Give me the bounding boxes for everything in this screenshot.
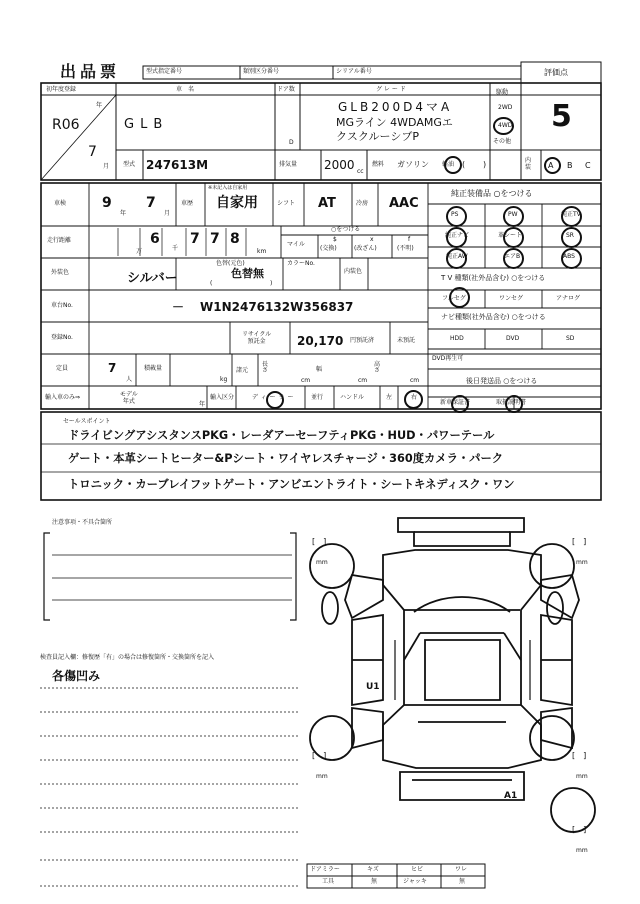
- model-label: 型式: [123, 161, 136, 168]
- teiin-value: 7: [108, 361, 117, 375]
- shareki-label: 車歴: [181, 200, 194, 207]
- mm-bracket-fr: [ ]: [572, 537, 587, 546]
- dims-length-unit: cm: [301, 377, 311, 384]
- equipment-header: 純正装備品 ○をつける: [451, 189, 533, 198]
- inspector-text: 各傷凹み: [52, 669, 101, 683]
- mileage-opt1-sym: $: [333, 236, 337, 243]
- sales-point-label: セールスポイント: [63, 418, 111, 425]
- tools-header-mirror: ドアミラー: [310, 866, 340, 873]
- aircon-label: 冷房: [356, 200, 369, 207]
- doors-value: D: [289, 139, 294, 146]
- shaken-year: 9: [102, 195, 112, 211]
- serial-label: シリアル番号: [336, 68, 372, 75]
- mm-bracket-rr: [ ]: [572, 751, 587, 760]
- interior-color-label: 内装色: [344, 268, 363, 275]
- equip-aw-circle: [446, 248, 467, 269]
- sekisai-unit: kg: [220, 376, 228, 383]
- gojitsu-hosho: 新車保証書: [440, 399, 471, 406]
- tv-analog: アナログ: [556, 295, 581, 302]
- recycle-paid: 円預託済: [350, 337, 375, 344]
- fuel-paren-close: ): [483, 160, 487, 169]
- shareki-value: 自家用: [216, 195, 258, 211]
- import-right: 右: [411, 394, 418, 401]
- notes-label: 注意事項・不具合箇所: [52, 519, 113, 526]
- import-handle-label: ハンドル: [340, 394, 365, 401]
- dims-height: 高さ: [374, 361, 381, 374]
- recycle-label: リサイクル 預託金: [242, 331, 272, 345]
- navi-header: ナビ種類(社外品含む) ○をつける: [441, 313, 546, 321]
- color-label: 外装色: [51, 269, 70, 276]
- displacement-unit: cc: [357, 168, 364, 175]
- tools-header-kizu: キズ: [367, 866, 379, 873]
- dims-length: 長さ: [262, 361, 269, 374]
- tools-header-hibi: ヒビ: [411, 866, 424, 873]
- equip-pw: PW: [508, 211, 518, 218]
- fuel-paren-open: (: [462, 160, 466, 169]
- gojitsu-manual: 取扱説明書: [496, 399, 527, 406]
- displacement-value: 2000: [324, 158, 355, 172]
- interior-a-circle: [544, 157, 561, 174]
- equip-ps-circle: [446, 206, 467, 227]
- equip-abs: ABS: [563, 253, 575, 260]
- navi-hdd: HDD: [450, 335, 464, 342]
- mileage-unit: km: [257, 248, 267, 255]
- inspector-label: 検査員記入欄：修復歴「有」の場合は修復箇所・交換箇所を記入: [40, 654, 215, 661]
- import-left: 左: [386, 394, 393, 401]
- equip-pw-circle: [503, 206, 524, 227]
- shodo-label: 初年度登録: [46, 86, 77, 93]
- import-year-unit: 年: [199, 401, 206, 408]
- shamei-label: 車 名: [176, 86, 195, 93]
- interior-a: A: [548, 161, 554, 170]
- equip-aw: 純正AW: [446, 253, 468, 260]
- drive-4wd-circle: [493, 117, 514, 135]
- evaluation-score: 5: [551, 99, 572, 134]
- mm-bracket-spare: [ ]: [572, 825, 587, 834]
- mileage-opt3: (不明): [397, 245, 414, 252]
- import-heiko: 並行: [311, 394, 324, 401]
- color-paren-close: ): [270, 280, 273, 287]
- dims-width: 幅: [316, 366, 323, 373]
- gojitsu-hosho-circle: [451, 395, 469, 413]
- sales-point-line3: トロニック・カーブレイフットゲート・アンビエントライト・シートキネディスク・ワン: [68, 478, 515, 491]
- navi-dvd-play: DVD再生可: [432, 355, 464, 362]
- import-dealer: ディーラー: [252, 394, 297, 401]
- gojitsu-header: 後日発送品 ○をつける: [466, 377, 538, 385]
- shaken-label: 車検: [54, 200, 67, 207]
- fuel-label: 燃料: [372, 161, 385, 168]
- import-label: 輸入車のみ⇒: [45, 394, 81, 401]
- chassis-number: W1N2476132W356837: [200, 300, 354, 314]
- equip-navi: 純正ナビ: [445, 232, 470, 239]
- drive-4wd: 4WD: [498, 122, 513, 129]
- teiin-unit: 人: [126, 376, 133, 383]
- ruibetsu-label: 類別区分番号: [243, 68, 280, 75]
- tools-kogu-label: 工具: [322, 878, 335, 885]
- mileage-sen: 千: [172, 245, 179, 252]
- mm-unit-rr: mm: [576, 773, 588, 780]
- shaken-month: 7: [146, 195, 156, 211]
- mileage-man: 万: [136, 248, 143, 255]
- grade-line2: MGライン 4WDAMGエ: [336, 116, 453, 129]
- tools-jack-label: ジャッキ: [403, 878, 427, 885]
- tv-oneseg: ワンセグ: [499, 295, 524, 302]
- equip-airbag-circle: [503, 248, 524, 269]
- dims-height-unit: cm: [410, 377, 420, 384]
- sekisai-label: 積載量: [144, 365, 163, 372]
- tools-jack-value: 無: [459, 878, 466, 885]
- color-change-value: 色替無: [231, 267, 264, 280]
- damage-mark-a1: A1: [504, 791, 518, 801]
- shift-label: シフト: [277, 200, 296, 207]
- mileage-opt1: (交換): [320, 245, 337, 252]
- shareki-note: ※未記入は自家用: [208, 185, 248, 191]
- import-right-circle: [404, 390, 423, 409]
- fuel-circle: [444, 156, 462, 174]
- interior-b: B: [567, 161, 573, 170]
- model-value: 247613M: [146, 158, 209, 172]
- equip-leather: 革シート: [498, 232, 523, 239]
- equip-airbag: エアB: [504, 253, 521, 260]
- equip-sr-circle: [561, 227, 582, 248]
- kudo-label: 駆動: [496, 89, 509, 96]
- interior-c: C: [585, 161, 591, 170]
- equip-tv: 純正TV: [561, 211, 581, 218]
- equip-abs-circle: [561, 248, 582, 269]
- aircon-value: AAC: [389, 196, 419, 211]
- sheet-title: 出品票: [60, 62, 121, 81]
- navi-sd: SD: [566, 335, 575, 342]
- color-no-label: カラーNo.: [287, 260, 315, 267]
- teiin-label: 定員: [56, 365, 69, 372]
- sales-point-line1: ドライビングアシスタンスPKG・レーダアーセーフティPKG・HUD・パワーテール: [68, 429, 495, 442]
- registration-month-unit: 月: [103, 163, 110, 170]
- equip-ps: PS: [451, 211, 459, 218]
- sales-point-line2: ゲート・本革シートヒーター&Pシート・ワイヤレスチャージ・360度カメラ・パーク: [68, 452, 504, 465]
- registration-era: R06: [52, 117, 80, 133]
- chassis-label: 車台No.: [51, 302, 73, 309]
- mileage-mile: マイル: [287, 241, 305, 248]
- equip-tv-circle: [561, 206, 582, 227]
- displacement-label: 排気量: [279, 161, 298, 168]
- registration-month: 7: [88, 144, 97, 160]
- tools-kogu-value: 無: [371, 878, 378, 885]
- damage-mark-u1: U1: [366, 682, 380, 692]
- fuel-diesel: 軽油: [442, 161, 455, 168]
- tools-header-ware: ワレ: [455, 866, 468, 873]
- drive-2wd: 2WD: [498, 104, 513, 111]
- mm-unit-rl: mm: [316, 773, 328, 780]
- door-label: ドア数: [277, 86, 295, 93]
- registration-year-unit: 年: [96, 102, 103, 109]
- mileage-digit-1: 6: [150, 231, 160, 247]
- mileage-opt2-sym: x: [370, 236, 374, 243]
- shaken-month-unit: 月: [164, 210, 171, 217]
- mileage-label: 走行距離: [47, 237, 72, 244]
- gojitsu-manual-circle: [505, 395, 523, 413]
- toroku-label: 登録No.: [51, 334, 73, 341]
- mm-unit-fr: mm: [576, 559, 588, 566]
- katashiki-shitei-label: 型式指定番号: [146, 68, 183, 75]
- car-name: GLB: [124, 117, 169, 132]
- mileage-digit-3: 7: [210, 231, 220, 247]
- mm-unit-fl: mm: [316, 559, 328, 566]
- equip-navi-circle: [445, 227, 470, 248]
- dims-label: 諸元: [236, 367, 249, 374]
- tv-fullseg-circle: [449, 287, 470, 308]
- recycle-unpaid: 未預託: [397, 337, 416, 344]
- mm-unit-spare: mm: [576, 847, 588, 854]
- mm-bracket-rl: [ ]: [312, 751, 327, 760]
- mileage-circle-note: ○をつける: [331, 226, 361, 233]
- shaken-year-unit: 年: [120, 210, 127, 217]
- color-value: シルバー: [127, 271, 178, 286]
- mm-bracket-fl: [ ]: [312, 537, 327, 546]
- tv-header: T V 種類(社外品含む) ○をつける: [441, 274, 546, 282]
- navi-dvd: DVD: [506, 335, 520, 342]
- interior-label: 内装: [525, 157, 532, 171]
- mileage-opt2: (改ざん): [354, 245, 377, 252]
- mileage-digit-4: 8: [230, 231, 240, 247]
- grade-line1: GLB200D4マA: [338, 100, 453, 114]
- import-model-year: モデル 年式: [120, 391, 138, 405]
- equip-leather-circle: [503, 227, 524, 248]
- color-paren-open: (: [210, 280, 213, 287]
- chassis-dash: －: [172, 300, 185, 314]
- dims-width-unit: cm: [358, 377, 368, 384]
- mileage-digit-2: 7: [190, 231, 200, 247]
- hyoka-label: 評価点: [544, 68, 568, 77]
- tv-fullseg: フルセグ: [442, 295, 466, 302]
- drive-other: その他: [493, 138, 512, 145]
- fuel-gasoline: ガソリン: [397, 160, 429, 169]
- color-change-label: 色替(元色): [216, 260, 245, 267]
- recycle-value: 20,170: [297, 334, 344, 348]
- grade-line3: クスクルーシブP: [336, 130, 419, 143]
- grade-label: グ レ ー ド: [376, 86, 406, 93]
- mileage-opt3-sym: f: [408, 236, 411, 243]
- import-kubun-label: 輸入区分: [210, 394, 235, 401]
- equip-sr: SR: [566, 232, 574, 239]
- import-dealer-circle: [266, 391, 284, 409]
- shift-value: AT: [318, 196, 336, 211]
